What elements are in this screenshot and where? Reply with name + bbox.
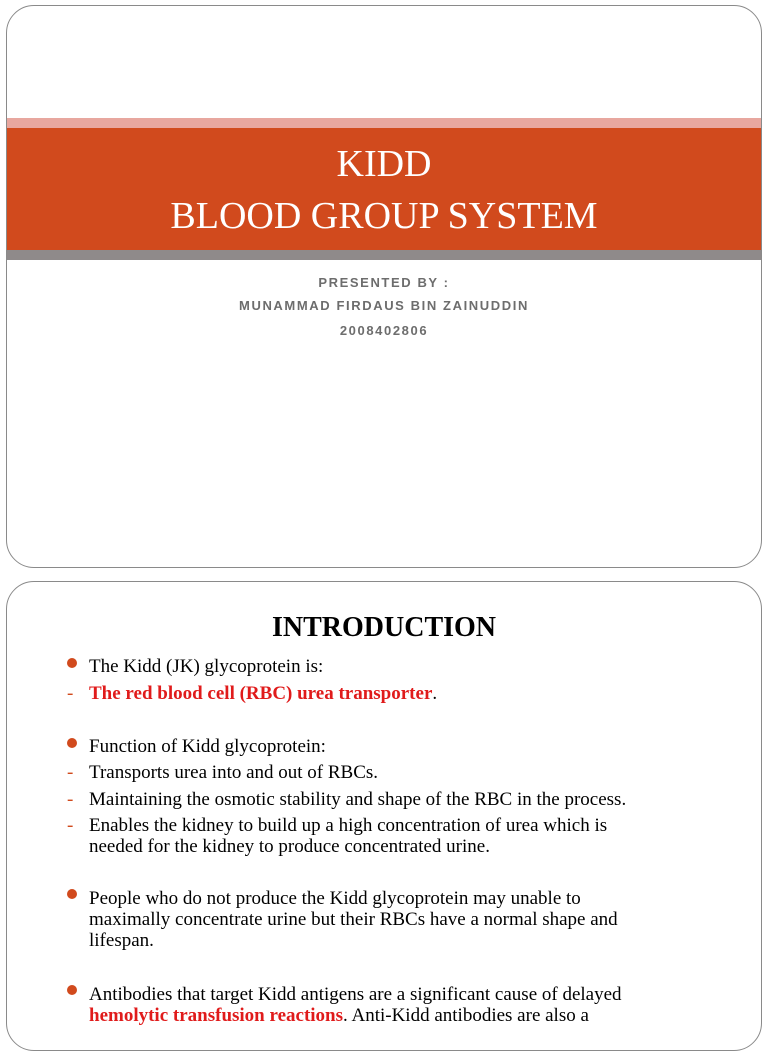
presented-by-label: PRESENTED BY : <box>318 275 450 290</box>
highlight-text: hemolytic transfusion reactions <box>89 1005 344 1026</box>
bullet-1-text: The Kidd (JK) glycoprotein is: <box>89 656 324 677</box>
bullet-2-text: Function of Kidd glycoprotein: <box>89 736 326 757</box>
bullet-2-sub-3-line1: Enables the kidney to build up a high concentration of urea which is <box>89 815 608 836</box>
dash-icon: - <box>67 815 74 836</box>
bullet-1-sub-1 <box>89 683 731 704</box>
bullet-3-line2: maximally concentrate urine but their RBCs have a normal shape and <box>89 909 618 930</box>
bullet-4-line1: Antibodies that target Kidd antigens are a significant cause of delayed <box>89 984 622 1005</box>
bullet-2-sub-3-line2: needed for the kidney to produce concentrated urine. <box>89 836 490 857</box>
bullet-dot-icon <box>67 985 77 995</box>
bullet-3-line3: lifespan. <box>89 930 154 951</box>
bullet-2-sub-1: Transports urea into and out of RBCs. <box>89 762 379 783</box>
title-band-top-stripe <box>7 118 761 128</box>
dash-icon: - <box>67 762 74 783</box>
dash-icon: - <box>67 683 74 704</box>
highlight-text: The red blood cell (RBC) urea transporter <box>89 683 433 704</box>
line-suffix: . Anti-Kidd antibodies are also a <box>343 1005 589 1026</box>
presenter-name: MUNAMMAD FIRDAUS BIN ZAINUDDIN <box>239 298 529 313</box>
bullet-2-sub-2: Maintaining the osmotic stability and shape of the RBC in the process. <box>89 789 627 810</box>
slide-title-line2: BLOOD GROUP SYSTEM <box>170 195 598 237</box>
introduction-slide <box>6 581 762 1051</box>
bullet-4-line2 <box>89 1005 731 1026</box>
title-band-bottom-stripe <box>7 250 761 260</box>
title-slide <box>6 5 762 568</box>
slide-heading: INTRODUCTION <box>271 612 497 643</box>
bullet-dot-icon <box>67 738 77 748</box>
bullet-dot-icon <box>67 889 77 899</box>
sub-suffix: . <box>432 683 438 704</box>
bullet-3-line1: People who do not produce the Kidd glycoprotein may unable to <box>89 888 581 909</box>
slide-title-line1: KIDD <box>336 143 432 185</box>
dash-icon: - <box>67 789 74 810</box>
bullet-dot-icon <box>67 658 77 668</box>
student-id: 2008402806 <box>339 323 429 338</box>
